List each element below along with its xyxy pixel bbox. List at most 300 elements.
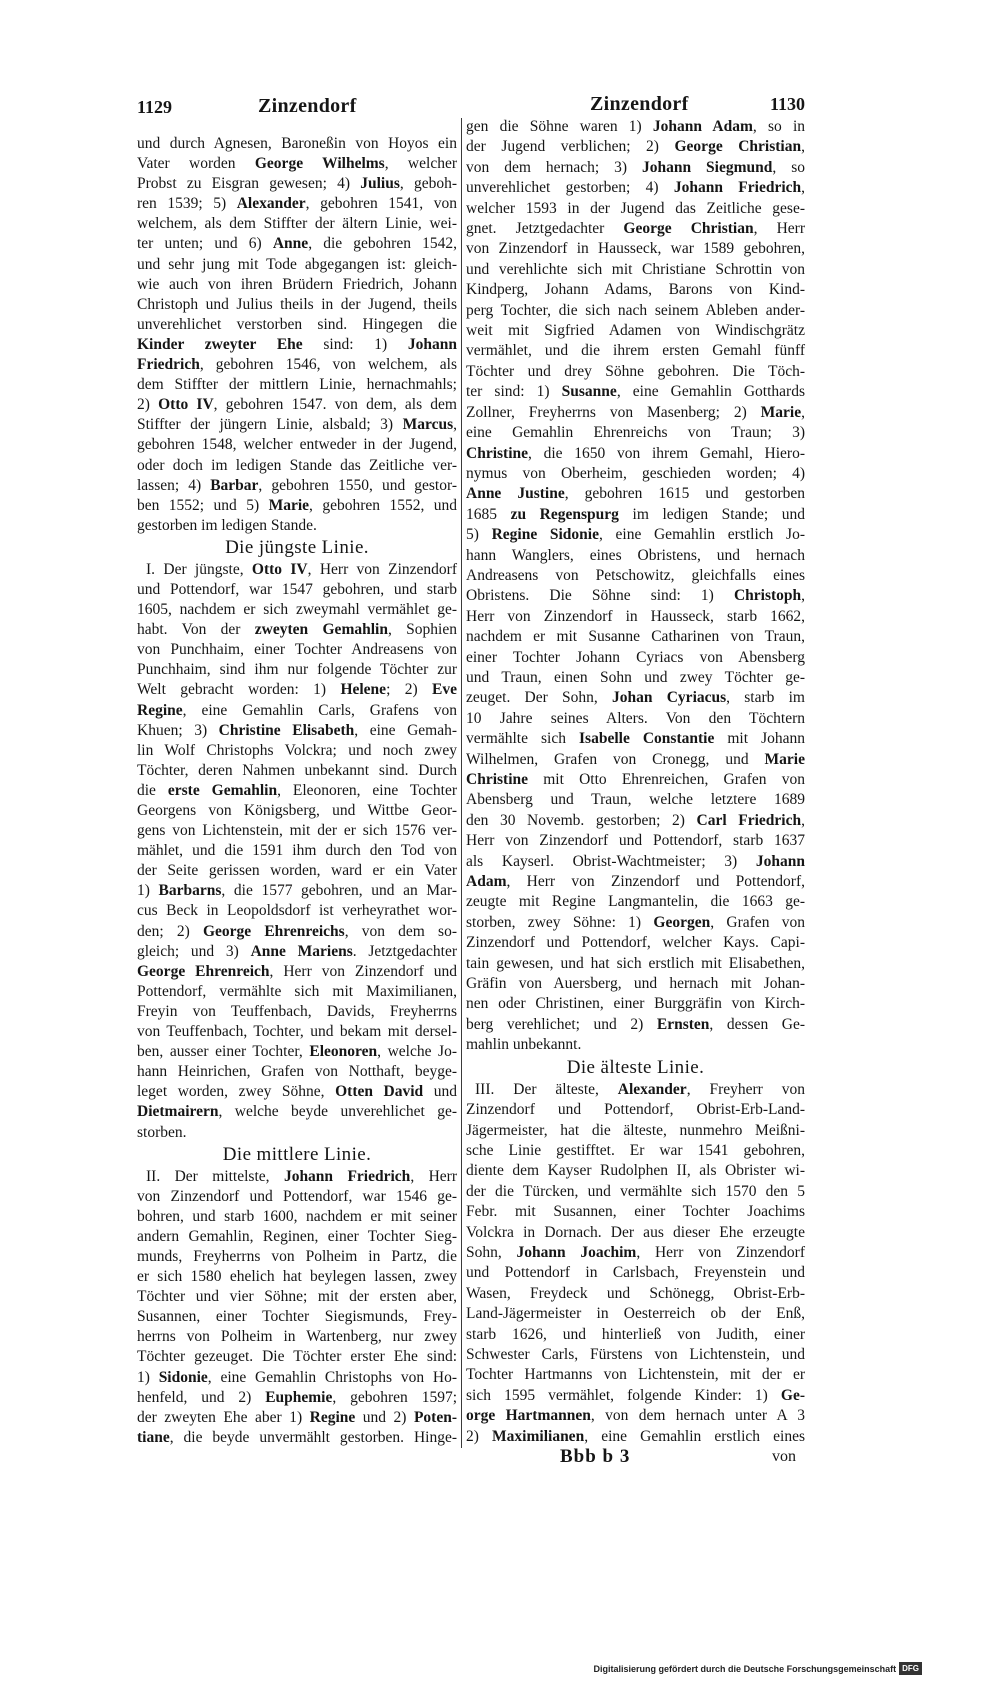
text-run: und verehlichte sich mit Christiane Schrottin von [466, 260, 805, 278]
emphasized-text: Marie [760, 403, 802, 421]
text-line [466, 1015, 805, 1035]
text-line [466, 586, 805, 606]
text-line [137, 660, 457, 680]
text-run: lin Wolf Christophs Volckra; und noch zwey [137, 741, 457, 759]
text-run: Kindperg, Johann Adams, Barons von Kind- [466, 281, 805, 299]
emphasized-text: Marcus [402, 416, 454, 434]
text-line [137, 496, 457, 516]
text-run: , [801, 179, 806, 197]
text-run: tain gewesen, und hat sich erstlich mit Elisabethen, [466, 954, 805, 972]
page-number-right: 1130 [769, 94, 805, 114]
text-run: mit Johann [714, 730, 805, 748]
text-run: die [137, 781, 168, 799]
text-line [137, 395, 457, 415]
text-run: dem Stiffter der mittlern Linie, hernachmahls; [137, 376, 457, 394]
text-run: , gebohren 1541, von [305, 195, 458, 213]
text-run: hann Wanglers, eines Obristens, und hernach [466, 546, 805, 564]
text-run: eine Gemahlin Ehrenreichs von Traun; 3) [466, 424, 805, 442]
emphasized-text: George Ehrenreich [137, 962, 270, 980]
text-line [137, 1227, 457, 1247]
emphasized-text: Johann Friedrich [283, 1167, 411, 1185]
emphasized-text: Johann Adam [652, 118, 753, 135]
text-run: 1) [137, 1368, 159, 1386]
text-line [137, 1022, 457, 1042]
text-run: 10 Jahre seines Alters. Von den Töchtern [466, 709, 805, 727]
text-line [466, 852, 805, 872]
emphasized-text: Regine [137, 701, 183, 719]
emphasized-text: Johann [407, 335, 457, 353]
text-run: , Herr von Zinzendorf [307, 560, 458, 578]
text-run: von Teuffenbach, Tochter, und bekam mit dersel- [137, 1023, 457, 1041]
text-run: bohren, und starb 1600, nachdem er mit seiner [137, 1207, 457, 1225]
text-line [466, 505, 805, 525]
text-run: , welche Jo- [377, 1043, 457, 1061]
text-run: und sehr jung mit Tode abgegangen ist: gleich- [137, 255, 457, 273]
emphasized-text: Maximilianen [492, 1427, 585, 1445]
text-run: welchem, als dem Stiffter der ältern Linie, wei- [137, 215, 457, 233]
text-run: der die Türcken, und vermählte sich 1570 den 5 [466, 1182, 805, 1200]
text-line [137, 234, 457, 254]
text-run: mahlin unbekannt. [466, 1036, 582, 1054]
text-run: Welt gebracht worden: 1) [137, 681, 341, 699]
text-line [466, 1325, 805, 1345]
text-run: und Pottendorf in Carlsbach, Freyenstein und [466, 1264, 805, 1282]
text-run: und durch Agnesen, Baroneßin von Hoyos ein [137, 135, 457, 152]
emphasized-text: Anne Justine [466, 485, 565, 503]
text-line [137, 560, 457, 580]
text-line [466, 137, 805, 157]
text-line [466, 444, 805, 464]
text-run: ter unten; und 6) [137, 235, 273, 253]
text-line [466, 219, 805, 239]
text-run: Herr von Zinzendorf in Hausseck, starb 1662, [466, 607, 805, 625]
page-number-left: 1129 [137, 97, 173, 117]
text-run: zeuget. Der Sohn, [466, 689, 613, 707]
text-line [137, 861, 457, 881]
text-line [466, 341, 805, 361]
text-run: , eine Gemahlin Gotthards [616, 383, 805, 401]
emphasized-text: Johann Siegmund [641, 158, 773, 176]
text-run: von Punchhaim, einer Tochter Andreasens von [137, 641, 457, 659]
emphasized-text: Johann Friedrich [673, 179, 802, 197]
emphasized-text: erste Gemahlin [167, 781, 278, 799]
text-line [466, 750, 805, 770]
text-line [466, 403, 805, 423]
text-line [466, 790, 805, 810]
text-run: Töchter und drey Söhne gebohren. Die Töch- [466, 362, 805, 380]
text-run: Obristens. Die Söhne sind: 1) [466, 587, 734, 605]
text-line [137, 721, 457, 741]
paragraph [137, 1167, 457, 1448]
paragraph [137, 560, 457, 1143]
credit-text: Digitalisierung gefördert durch die Deutsche Forschungsgemeinschaft [593, 1663, 897, 1674]
text-run: Georgens von Königsberg, und Wittbe Geor- [137, 802, 457, 819]
text-run: Töchter, deren Nahmen unbekannt sind. Durch [137, 761, 457, 779]
text-run: , [801, 587, 805, 605]
text-run: 2) [137, 396, 159, 414]
text-line [137, 1428, 457, 1448]
text-line [466, 382, 805, 402]
text-run: unverehlichet verstorben sind. Hingegen die [137, 315, 457, 333]
emphasized-text: Dietmairern [137, 1103, 219, 1121]
text-run: vermählet, und die ihrem ersten Gemahl fünff [466, 342, 805, 360]
text-line [466, 668, 805, 688]
text-run: ren 1539; 5) [137, 195, 237, 213]
left-column [137, 134, 457, 1448]
text-line [466, 627, 805, 647]
text-line [466, 423, 805, 443]
text-run: , Herr von Zinzendorf und Pottendorf, [506, 873, 805, 891]
text-line [466, 1080, 805, 1100]
text-run: , welche beyde unverehlichet ge- [218, 1103, 457, 1121]
text-run: storben, zwey Söhne: 1) [466, 913, 654, 931]
text-run: , gebohren 1547. von dem, als dem [213, 396, 457, 414]
emphasized-text: Otto IV [251, 560, 308, 578]
text-line [466, 525, 805, 545]
catchword: von [772, 1448, 796, 1465]
emphasized-text: Alexander [236, 195, 306, 213]
text-run: ; 2) [386, 681, 433, 699]
text-run: Sohn, [466, 1243, 517, 1261]
text-run: III. Der älteste, [475, 1080, 618, 1098]
text-run: . Jetztgedachter [352, 942, 457, 960]
text-run: storben. [137, 1123, 187, 1141]
text-run: hann Heinrichen, Grafen von Notthaft, beyge- [137, 1063, 457, 1081]
text-run: , Herr von Zinzendorf und [269, 962, 457, 980]
text-line [466, 239, 805, 259]
text-run: lassen; 4) [137, 476, 211, 494]
text-run: Vater worden [137, 155, 255, 173]
text-run: unverehlichet gestorben; 4) [466, 179, 674, 197]
text-run: Herr von Zinzendorf und Pottendorf, starb 1637 [466, 832, 805, 850]
paragraph [137, 134, 457, 536]
text-line [137, 1102, 457, 1122]
text-run: , die 1577 gebohren, und an Mar- [221, 882, 457, 900]
emphasized-text: Johan Cyriacus [612, 689, 727, 707]
text-line [137, 355, 457, 375]
text-run: und Traun, einen Sohn und zwey Töchter ge- [466, 668, 805, 686]
text-run: er sich 1580 ehelich hat beylegen lassen, zwey [137, 1268, 457, 1286]
emphasized-text: Marie [764, 750, 805, 768]
text-line [466, 117, 805, 137]
emphasized-text: Barbar [210, 476, 259, 494]
emphasized-text: Alexander [617, 1080, 687, 1098]
text-line [466, 280, 805, 300]
emphasized-text: Euphemie [265, 1388, 333, 1406]
text-run: Khuen; 3) [137, 721, 219, 739]
text-line [137, 741, 457, 761]
text-line [466, 1035, 805, 1055]
text-line [137, 1388, 457, 1408]
text-line [466, 1304, 805, 1324]
emphasized-text: Helene [340, 681, 387, 699]
text-run: sind: 1) [302, 335, 408, 353]
text-line [466, 831, 805, 851]
text-run: , welcher [384, 155, 457, 173]
text-run: , die beyde unvermählt gestorben. Hinge- [169, 1428, 457, 1446]
text-run: sche Linie gestifftet. Er war 1541 gebohren, [466, 1141, 805, 1159]
text-run: , eine Gemahlin erstlich Jo- [598, 526, 805, 544]
text-run: Volckra in Dornach. Der aus dieser Ehe erzeugte [466, 1223, 805, 1241]
text-line [137, 415, 457, 435]
text-line [137, 600, 457, 620]
emphasized-text: Sidonie [158, 1368, 208, 1386]
text-run: Abensberg und Traun, welche letztere 1689 [466, 791, 805, 809]
emphasized-text: Friedrich [137, 356, 200, 374]
text-run: weit mit Sigfried Adamen von Windischgrätz [466, 322, 805, 340]
text-run: oder doch im ledigen Stande das Zeitliche ver- [137, 456, 457, 474]
emphasized-text: Otten David [335, 1083, 424, 1101]
section-heading: Die mittlere Linie. [222, 1143, 372, 1165]
text-run: von Zinzendorf und Pottendorf, war 1546 ge- [137, 1187, 457, 1205]
text-run: den; 2) [137, 922, 203, 940]
text-run: Pottendorf, vermählte sich mit Maximilianen, [137, 982, 457, 1000]
text-run: gen die Söhne waren 1) [466, 118, 653, 135]
emphasized-text: George Ehrenreichs [202, 922, 345, 940]
text-run: starb 1626, und hinterließ von Judith, einer [466, 1325, 805, 1343]
text-line [137, 1062, 457, 1082]
paragraph [466, 1080, 805, 1447]
emphasized-text: Isabelle Constantie [579, 730, 715, 748]
text-line [466, 648, 805, 668]
text-line [466, 1365, 805, 1385]
emphasized-text: Regine Sidonie [491, 526, 599, 544]
text-line [466, 199, 805, 219]
text-line [466, 709, 805, 729]
emphasized-text: Johann [755, 852, 805, 870]
right-column [466, 117, 805, 1447]
text-line [137, 1287, 457, 1307]
text-line [466, 729, 805, 749]
text-run: munds, Freyherrns von Polheim in Partz, die [137, 1247, 457, 1265]
text-run: , eine Gemahlin Christophs von Ho- [207, 1368, 457, 1386]
text-line [466, 688, 805, 708]
text-line [137, 1368, 457, 1388]
text-run: Töchter und vier Söhne; mit der ersten aber, [137, 1288, 457, 1306]
text-line [137, 640, 457, 660]
text-run: berg verehlichet; und 2) [466, 1015, 657, 1033]
section-heading: Die älteste Linie. [566, 1056, 705, 1078]
text-line [466, 321, 805, 341]
text-line [137, 841, 457, 861]
text-line [137, 962, 457, 982]
text-run: Febr. mit Susannen, einer Tochter Joachims [466, 1203, 805, 1221]
text-run: im ledigen Stande; und [618, 505, 806, 523]
text-run: II. Der mittelste, [146, 1167, 284, 1185]
emphasized-text: Poten- [413, 1408, 457, 1426]
text-line [466, 260, 805, 280]
text-run: Schwester Carls, Fürstens von Lichtenstein, und [466, 1345, 805, 1363]
text-run: von dem hernach; 3) [466, 158, 642, 176]
text-line [137, 214, 457, 234]
text-line [137, 194, 457, 214]
text-run: Zinzendorf und Pottendorf, welcher Kays. Capi- [466, 934, 805, 952]
text-line [137, 1187, 457, 1207]
emphasized-text: Georgen [653, 913, 711, 931]
emphasized-text: Regine [309, 1408, 356, 1426]
emphasized-text: George Wilhelms [254, 155, 385, 173]
text-line [466, 913, 805, 933]
text-run: Gräfin von Auersberg, und hernach mit Johan- [466, 975, 805, 993]
text-line [137, 174, 457, 194]
text-run: Wilhelmen, Grafen von Cronegg, und [466, 750, 765, 768]
text-line [466, 933, 805, 953]
text-run: Probst zu Eisgran gewesen; 4) [137, 175, 361, 193]
text-run: der Seite gerissen worden, ward er ein Vater [137, 862, 457, 880]
text-line [466, 1161, 805, 1181]
text-run: , gebohren 1546, von welchem, als [199, 356, 457, 374]
text-run: 1) [137, 882, 159, 900]
emphasized-text: Carl Friedrich [696, 811, 802, 829]
text-run: perg Tochter, die sich nach seinem Ableben ander- [466, 301, 805, 319]
emphasized-text: orge Hartmannen [466, 1407, 591, 1425]
text-line [137, 1002, 457, 1022]
text-line [137, 255, 457, 275]
text-run: gleich; und 3) [137, 942, 251, 960]
text-run: ben, ausser einer Tochter, [137, 1043, 310, 1061]
text-line [466, 566, 805, 586]
text-line [137, 701, 457, 721]
emphasized-text: Kinder zweyter Ehe [137, 335, 303, 353]
text-line [137, 154, 457, 174]
text-run: ter sind: 1) [466, 383, 562, 401]
text-line [466, 1263, 805, 1283]
text-line [137, 1347, 457, 1367]
text-run: Tochter Hartmanns von Lichtenstein, mit der er [466, 1366, 805, 1384]
text-run: 2) [466, 1427, 493, 1445]
text-line [466, 811, 805, 831]
text-line [466, 954, 805, 974]
text-line [466, 994, 805, 1014]
dfg-logo: DFG [899, 1662, 922, 1675]
text-line [466, 892, 805, 912]
signature-mark: Bbb b 3 [560, 1446, 631, 1467]
text-line [137, 781, 457, 801]
text-run: Susannen, einer Tochter Siegismunds, Frey- [137, 1308, 457, 1326]
text-run: , so [772, 158, 805, 176]
text-line [466, 1406, 805, 1426]
text-run: , [453, 416, 457, 434]
text-run: vermählte sich [466, 730, 580, 748]
text-run: , von dem hernach unter A 3 [590, 1407, 805, 1425]
digitization-credit [594, 1662, 922, 1675]
text-line [466, 1345, 805, 1365]
text-line [137, 1207, 457, 1227]
text-run: welcher 1593 in der Jugend das Zeitliche gese- [466, 199, 805, 217]
text-run: leget worden, zwey Söhne, [137, 1083, 336, 1101]
text-run: , Herr von Zinzendorf [636, 1243, 805, 1261]
text-line [137, 1082, 457, 1102]
text-run: , [801, 403, 805, 421]
text-run: wie auch von ihren Brüdern Friedrich, Johann [137, 275, 457, 293]
text-line [466, 1202, 805, 1222]
text-line [137, 922, 457, 942]
text-line [466, 362, 805, 382]
text-run: einer Tochter Johann Cyriacs von Abensberg [466, 648, 805, 666]
text-run: , [801, 811, 805, 829]
running-title-left: Zinzendorf [258, 95, 357, 117]
text-run: und [423, 1083, 458, 1101]
text-run: Stiffter der jüngern Linie, alsbald; 3) [137, 416, 403, 434]
emphasized-text: Ernsten [656, 1015, 710, 1033]
text-run: , eine Gemahlin erstlich eines [584, 1427, 805, 1445]
text-run: , die 1650 von ihrem Gemahl, Hiero- [528, 444, 805, 462]
text-run: zeugte mit Regine Langmantelin, die 1663 ge- [466, 893, 805, 911]
emphasized-text: Christine Elisabeth [218, 721, 355, 739]
text-run: , Freyherr von [686, 1080, 805, 1098]
text-run: cus Beck in Leopoldsdorf ist verheyrathet wor- [137, 902, 457, 920]
text-run: Jägermeister, hat die älteste, nunmehro Meißni- [466, 1121, 805, 1139]
text-line [466, 974, 805, 994]
text-line [137, 1042, 457, 1062]
text-line [466, 1121, 805, 1141]
text-line [466, 872, 805, 892]
text-line [466, 1284, 805, 1304]
text-run: sich 1595 vermählet, folgende Kinder: 1) [466, 1386, 781, 1404]
text-run: gens von Lichtenstein, mit der er sich 1576 ver- [137, 822, 457, 840]
text-run: Wasen, Freydeck und Schönegg, Obrist-Erb- [466, 1284, 805, 1302]
emphasized-text: Susanne [561, 383, 617, 401]
text-run: , geboh- [399, 175, 457, 193]
text-run: und 2) [355, 1408, 414, 1426]
text-run: , Sophien [387, 621, 457, 639]
text-run: , dessen Ge- [709, 1015, 805, 1033]
emphasized-text: Julius [360, 175, 400, 193]
text-run: diente dem Kayser Rudolphen II, als Obrister wi- [466, 1162, 805, 1180]
text-run: nen oder Christinen, einer Burggräfin von Kirch- [466, 995, 805, 1013]
emphasized-text: zu Regenspurg [510, 505, 619, 523]
text-run: Zinzendorf und Pottendorf, Obrist-Erb-Land- [466, 1101, 805, 1119]
emphasized-text: Adam [466, 873, 507, 891]
text-line [137, 1327, 457, 1347]
text-line [466, 1243, 805, 1263]
emphasized-text: Eve [432, 681, 457, 699]
text-run: , von dem so- [344, 922, 457, 940]
text-run: Freyin von Teuffenbach, Davids, Freyherrns [137, 1002, 457, 1020]
text-run: , gebohren 1597; [332, 1388, 458, 1406]
emphasized-text: zweyten Gemahlin [254, 621, 388, 639]
text-line [137, 801, 457, 821]
text-run: Töchter gezeuget. Die Töchter erster Ehe sind: [137, 1348, 457, 1366]
emphasized-text: Christine [466, 771, 528, 788]
text-run: von Zinzendorf in Hausseck, war 1589 gebohren, [466, 240, 805, 258]
text-line [466, 546, 805, 566]
text-line [137, 435, 457, 455]
text-run: , die gebohren 1542, [308, 235, 457, 253]
text-line [137, 821, 457, 841]
emphasized-text: Johann Joachim [516, 1243, 637, 1261]
running-title-right: Zinzendorf [590, 93, 689, 115]
text-line [466, 464, 805, 484]
emphasized-text: Eleonoren [309, 1043, 378, 1061]
emphasized-text: tiane [137, 1428, 170, 1446]
text-line [137, 1167, 457, 1187]
text-line [137, 516, 457, 536]
text-line [137, 375, 457, 395]
text-run: , so in [752, 118, 805, 135]
text-line [137, 1267, 457, 1287]
text-line [137, 476, 457, 496]
text-run: , gebohren 1552, und [309, 496, 457, 514]
text-run: henfeld, und 2) [137, 1388, 266, 1406]
text-run: Zollner, Freyherrns von Masenberg; 2) [466, 403, 761, 421]
column-rule [461, 118, 462, 1448]
text-run: ben 1552; und 5) [137, 496, 269, 514]
text-run: den 30 Novemb. gestorben; 2) [466, 811, 697, 829]
text-run: 5) [466, 526, 492, 544]
emphasized-text: Barbarns [158, 882, 222, 900]
text-run: gnet. Jetztgedachter [466, 220, 624, 238]
